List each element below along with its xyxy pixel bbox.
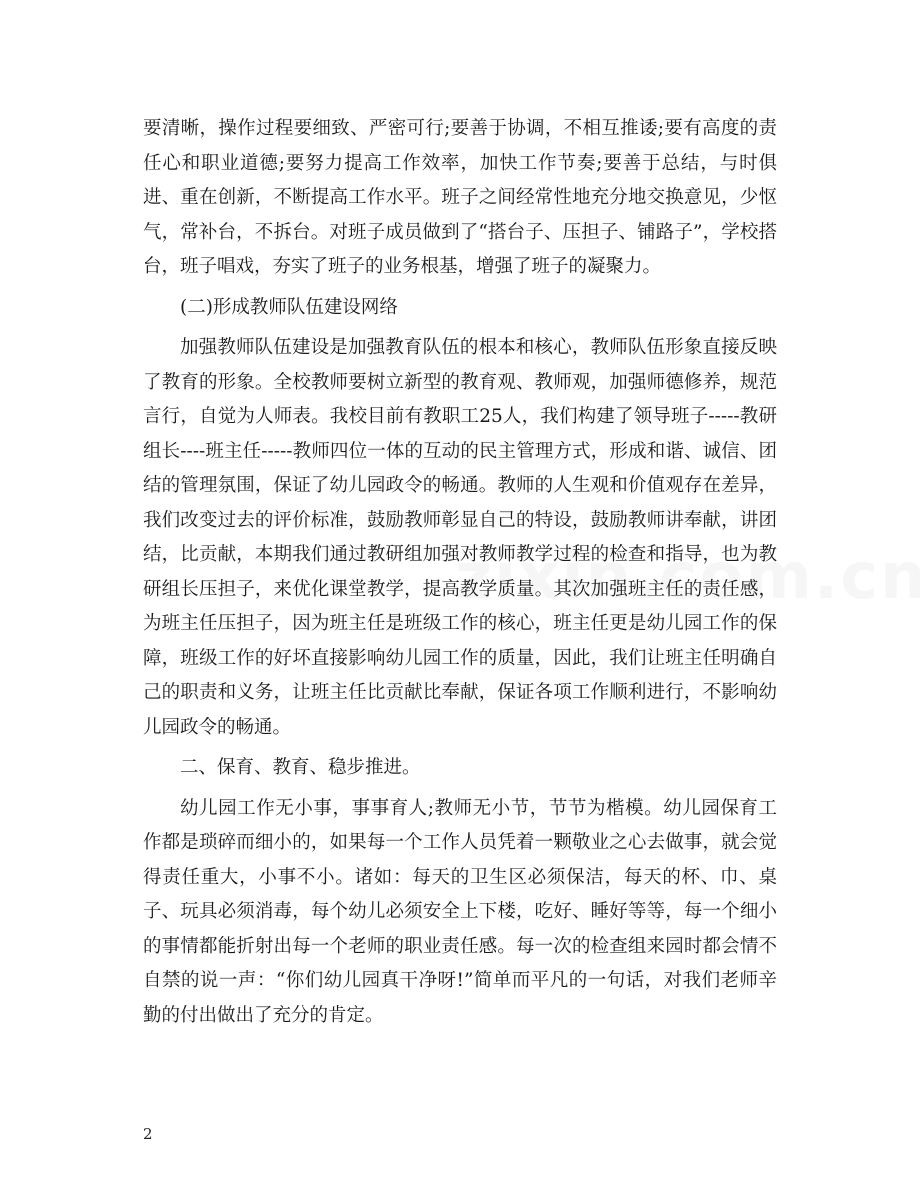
page-number: 2 — [143, 1125, 153, 1143]
paragraph-teacher-team: 加强教师队伍建设是加强教育队伍的根本和核心，教师队伍形象直接反映了教育的形象。全校教师要树立新型的教育观、教师观，加强师德修养，规范言行，自觉为人师表。我校目前有教职工25人，我们构建了领导班子-----教研组长----班主任-----教师四位一体的互动的民主管理方式，形成和谐、诚信、团结的管理氛围，保证了幼儿园政令的畅通。教师的人生观和价值观存在差异，我们改变过去的评价标准，鼓励教师彰显自己的特设，鼓励教师讲奉献，讲团结，比贡献，本期我们通过教研组加强对教师教学过程的检查和指导，也为教研组长压担子，来优化课堂教学，提高教学质量。其次加强班主任的责任感，为班主任压担子，因为班主任是班级工作的核心，班主任更是幼儿园工作的保障，班级工作的好坏直接影响幼儿园工作的质量，因此，我们让班主任明确自己的职责和义务，让班主任比贡献比奉献，保证各项工作顺利进行，不影响幼儿园政令的畅通。 — [143, 337, 777, 738]
paragraph-care-education: 幼儿园工作无小事，事事育人;教师无小节，节节为楷模。幼儿园保育工作都是琐碎而细小的，如果每一个工作人员凭着一颗敬业之心去做事，就会觉得责任重大，小事不小。诸如：每天的卫生区必须保洁，每天的杯、巾、桌子、玩具必须消毒，每个幼儿必须安全上下楼，吃好、睡好等等，每一个细小的事情都能折射出每一个老师的职业责任感。每一次的检查组来园时都会情不自禁的说一声：“你们幼儿园真干净呀!”简单而平凡的一句话，对我们老师辛勤的付出做出了充分的肯定。 — [143, 797, 777, 1026]
section-heading-teacher-team: (二)形成教师队伍建设网络 — [180, 296, 398, 318]
paragraph-continuation: 要清晰，操作过程要细致、严密可行;要善于协调，不相互推诿;要有高度的责任心和职业道德;要努力提高工作效率，加快工作节奏;要善于总结，与时俱进、重在创新，不断提高工作水平。班子之间经常性地充分地交换意见，少怄气，常补台，不拆台。对班子成员做到了“搭台子、压担子、铺路子”，学校搭台，班子唱戏，夯实了班子的业务根基，增强了班子的凝聚力。 — [143, 118, 777, 277]
watermark — [455, 540, 920, 614]
section-heading-care-education: 二、保育、教育、稳步推进。 — [180, 757, 421, 778]
